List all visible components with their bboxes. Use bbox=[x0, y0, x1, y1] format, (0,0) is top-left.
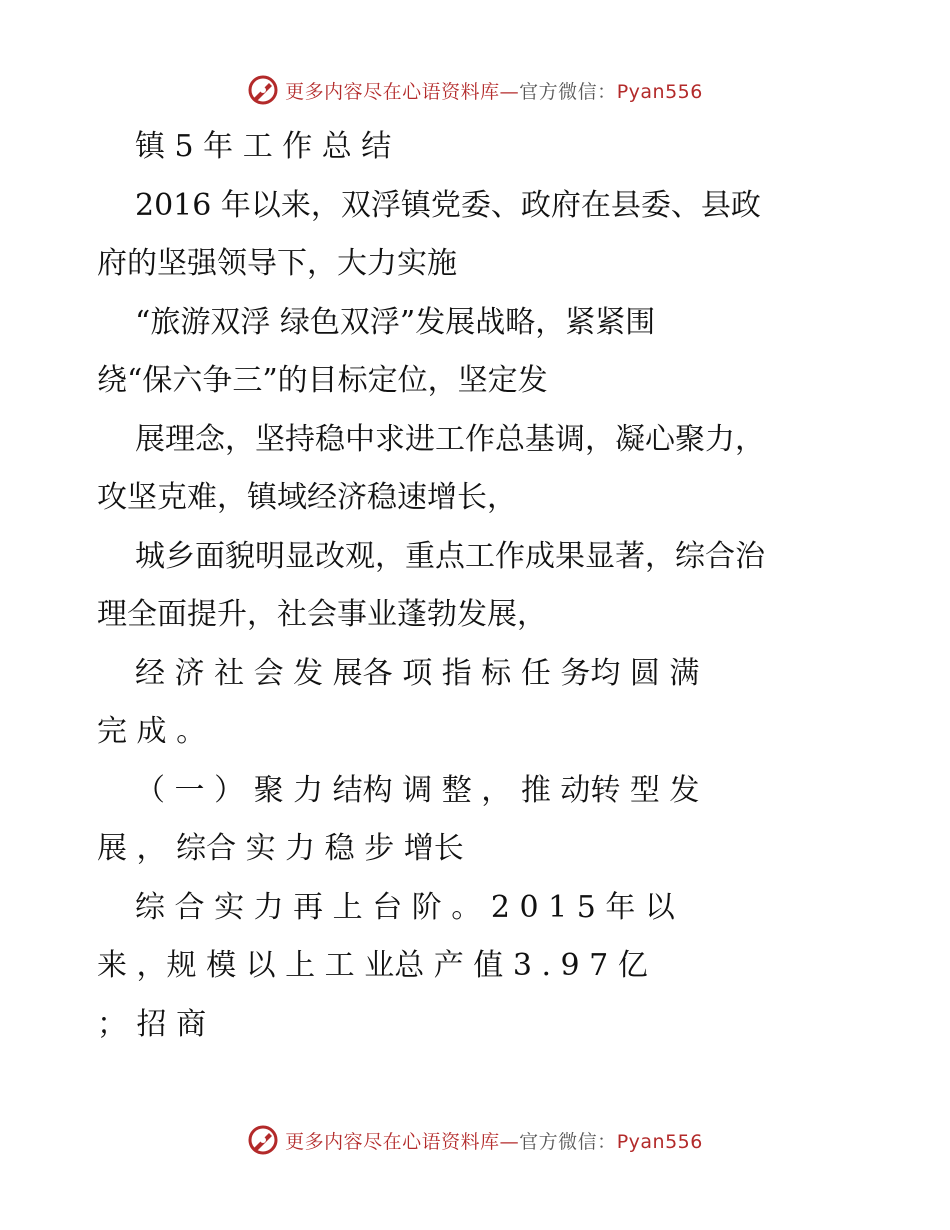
logo-pen-icon bbox=[247, 1124, 279, 1156]
body-line: 完 成 。 bbox=[97, 714, 207, 749]
body-line: 展理念，坚持稳中求进工作总基调，凝心聚力， bbox=[135, 421, 765, 457]
banner-main-text: 更多内容尽在心语资料库— bbox=[285, 80, 520, 103]
document-body bbox=[97, 118, 857, 1054]
body-line: “旅游双浮 绿色双浮”发展战略，紧紧围 bbox=[135, 304, 656, 340]
section-heading: （ 一 ） 聚 力 结构 调 整 ， 推 动转 型 发 bbox=[135, 772, 700, 808]
banner-wechat-id: Pyan556 bbox=[616, 80, 703, 103]
body-line: 经 济 社 会 发 展各 项 指 标 任 务均 圆 满 bbox=[135, 655, 700, 691]
body-line: 绕“保六争三”的目标定位，坚定发 bbox=[97, 363, 548, 398]
body-line: 来 ，规 模 以 上 工 业总 产 值 3 . 9 7 亿 bbox=[97, 948, 648, 983]
body-line: 理全面提升，社会事业蓬勃发展， bbox=[97, 597, 547, 632]
banner-wechat-label: 官方微信： bbox=[519, 1130, 617, 1153]
logo-pen-icon bbox=[247, 74, 279, 106]
section-heading: 展 ， 综合 实 力 稳 步 增长 bbox=[97, 831, 464, 866]
banner-wechat-id: Pyan556 bbox=[616, 1130, 703, 1153]
footer-banner bbox=[0, 1120, 950, 1160]
document-title: 镇 5 年 工 作 总 结 bbox=[135, 129, 392, 164]
banner-main-text: 更多内容尽在心语资料库— bbox=[285, 1130, 520, 1153]
body-line: 2016 年以来，双浮镇党委、政府在县委、县政 bbox=[135, 187, 761, 223]
body-line: ； 招 商 bbox=[97, 1006, 207, 1042]
banner-wechat-label: 官方微信： bbox=[519, 80, 617, 103]
body-line: 综 合 实 力 再 上 台 阶 。 2 0 1 5 年 以 bbox=[135, 889, 675, 925]
body-line: 城乡面貌明显改观，重点工作成果显著，综合治 bbox=[135, 538, 765, 574]
header-banner bbox=[0, 70, 950, 110]
body-line: 府的坚强领导下，大力实施 bbox=[97, 246, 457, 281]
banner-text bbox=[285, 77, 703, 104]
banner-text bbox=[285, 1127, 703, 1154]
body-line: 攻坚克难，镇域经济稳速增长， bbox=[97, 480, 517, 515]
